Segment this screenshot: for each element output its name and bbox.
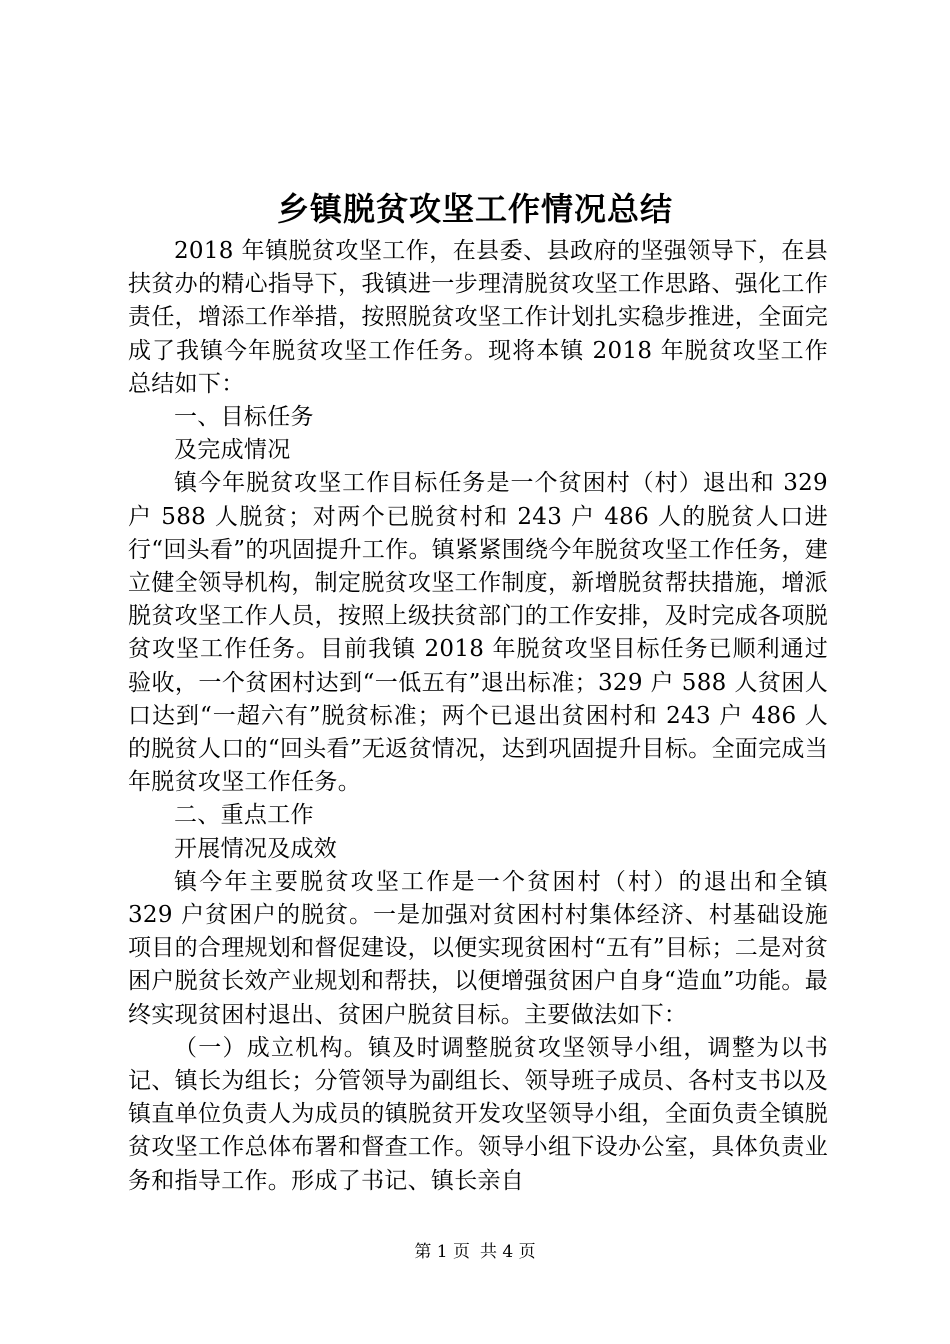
- page-footer: [0, 1240, 950, 1264]
- paragraph-key-work: 镇今年主要脱贫攻坚工作是一个贫困村（村）的退出和全镇 329 户贫困户的脱贫。一是加强对贫困村村集体经济、村基础设施项目的合理规划和督促建设，以便实现贫困村“五有”目标；二是对贫困户脱贫长效产业规划和帮扶，以便增强贫困户自身“造血”功能。最终实现贫困村退出、贫困户脱贫目标。主要做法如下：: [128, 868, 828, 1028]
- document-title: 乡镇脱贫攻坚工作情况总结: [276, 190, 673, 228]
- paragraph-targets: 镇今年脱贫攻坚工作目标任务是一个贫困村（村）退出和 329 户 588 人脱贫；对两个已脱贫村和 243 户 486 人的脱贫人口进行“回头看”的巩固提升工作。镇紧紧围绕今年脱贫攻坚工作任务，建立健全领导机构，制定脱贫攻坚工作制度，新增脱贫帮扶措施，增派脱贫攻坚工作人员，按照上级扶贫部门的工作安排，及时完成各项脱贫攻坚工作任务。目前我镇 2018 年脱贫攻坚目标任务已顺利通过验收，一个贫困村达到“一低五有”退出标准；329 户 588 人贫困人口达到“一超六有”脱贫标准；两个已退出贫困村和 243 户 486 人的脱贫人口的“回头看”无返贫情况，达到巩固提升目标。全面完成当年脱贫攻坚工作任务。: [128, 470, 828, 796]
- section-heading-1-continued: 及完成情况: [174, 437, 291, 464]
- section-heading-2: 二、重点工作: [174, 802, 314, 829]
- document-body: [128, 235, 828, 1198]
- paragraph-intro: 2018 年镇脱贫攻坚工作，在县委、县政府的坚强领导下，在县扶贫办的精心指导下，我镇进一步理清脱贫攻坚工作思路、强化工作责任，增添工作举措，按照脱贫攻坚工作计划扎实稳步推进，全面完成了我镇今年脱贫攻坚工作任务。现将本镇 2018 年脱贫攻坚工作总结如下：: [128, 238, 828, 397]
- section-heading-1: 一、目标任务: [174, 404, 314, 431]
- section-heading-2-continued: 开展情况及成效: [174, 835, 338, 862]
- page-total: 共 4 页: [480, 1242, 536, 1262]
- paragraph-organization: （一）成立机构。镇及时调整脱贫攻坚领导小组，调整为以书记、镇长为组长；分管领导为副组长、领导班子成员、各村支书以及镇直单位负责人为成员的镇脱贫开发攻坚领导小组，全面负责全镇脱贫攻坚工作总体布署和督查工作。领导小组下设办公室，具体负责业务和指导工作。形成了书记、镇长亲自: [128, 1034, 828, 1194]
- page-number: 第 1 页: [414, 1242, 470, 1262]
